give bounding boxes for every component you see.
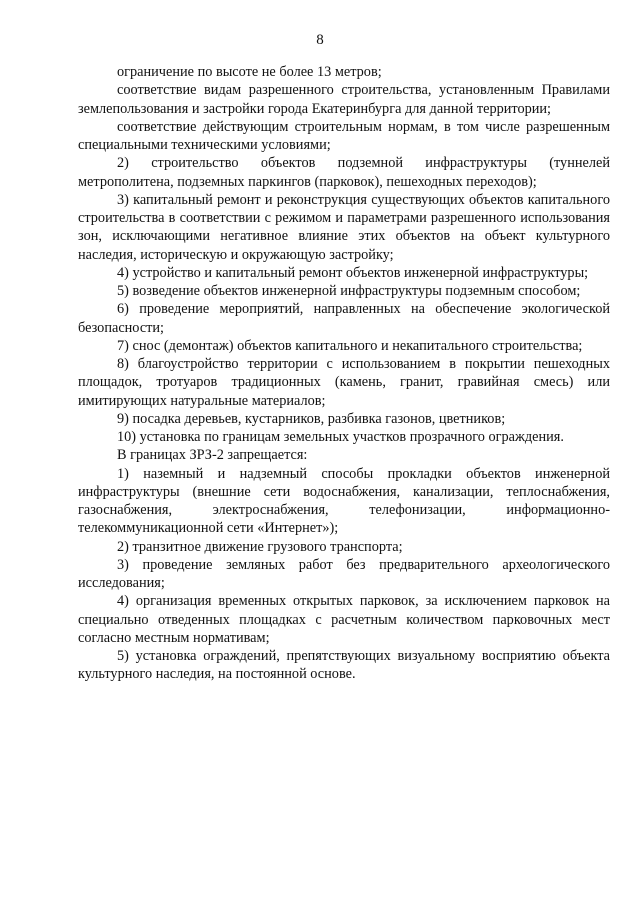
paragraph-prohibited-5-fences: 5) установка ограждений, препятствующих визуальному восприятию объекта культурного наследия, на постоянной основе.	[78, 648, 610, 683]
paragraph-item-3-capital-repair: 3) капитальный ремонт и реконструкция существующих объектов капитального строительства в соответствии с режимом и параметрами разрешенного использования зон, исключающими негативное влияние этих объектов на объект культурного наследия, историческую и окружающую застройку;	[78, 191, 610, 263]
paragraph-item-10-transparent-fence: 10) установка по границам земельных участков прозрачного ограждения.	[117, 429, 564, 445]
page-number: 8	[316, 32, 324, 48]
paragraph-building-norms-compliance: соответствие действующим строительным нормам, в том числе разрешенным специальными техническими условиями;	[78, 118, 610, 153]
paragraph-item-8-landscaping: 8) благоустройство территории с использованием в покрытии пешеходных площадок, тротуаров традиционных (камень, гранит, гравийная смесь) или имитирующих натуральные материалов;	[78, 356, 610, 409]
paragraph-prohibited-4-temporary-parking: 4) организация временных открытых парковок, за исключением парковок на специально отведенных площадках с расчетным количеством парковочных мест согласно местным нормативам;	[78, 593, 610, 646]
paragraph-zrz2-prohibited-heading: В границах ЗРЗ-2 запрещается:	[117, 447, 308, 464]
paragraph-item-4-engineering-infrastructure: 4) устройство и капитальный ремонт объектов инженерной инфраструктуры;	[117, 264, 589, 281]
paragraph-item-6-ecological-safety: 6) проведение мероприятий, направленных на обеспечение экологической безопасности;	[78, 301, 610, 336]
paragraph-item-5-underground-method: 5) возведение объектов инженерной инфраструктуры подземным способом;	[117, 283, 581, 299]
paragraph-permitted-use-compliance: соответствие видам разрешенного строительства, установленным Правилами землепользования и застройки города Екатеринбурга для данной территории;	[78, 82, 610, 117]
paragraph-prohibited-3-earthworks: 3) проведение земляных работ без предварительного археологического исследования;	[78, 556, 610, 591]
paragraph-height-limit: ограничение по высоте не более 13 метров;	[117, 64, 382, 80]
paragraph-prohibited-1-overhead-networks: 1) наземный и надземный способы прокладки объектов инженерной инфраструктуры (внешние сети водоснабжения, канализации, теплоснабжения, газоснабжения, электроснабжения, телефонизации, информационно-телекоммуникационной сети «Интернет»);	[78, 465, 610, 537]
paragraph-item-9-planting: 9) посадка деревьев, кустарников, разбивка газонов, цветников;	[117, 410, 506, 427]
paragraph-item-2-underground-infrastructure: 2) строительство объектов подземной инфраструктуры (туннелей метрополитена, подземных паркингов (парковок), пешеходных переходов);	[78, 155, 610, 190]
paragraph-item-7-demolition: 7) снос (демонтаж) объектов капитального и некапитального строительства;	[117, 337, 583, 354]
document-body	[78, 63, 610, 684]
paragraph-prohibited-2-freight-transit: 2) транзитное движение грузового транспорта;	[117, 538, 403, 555]
